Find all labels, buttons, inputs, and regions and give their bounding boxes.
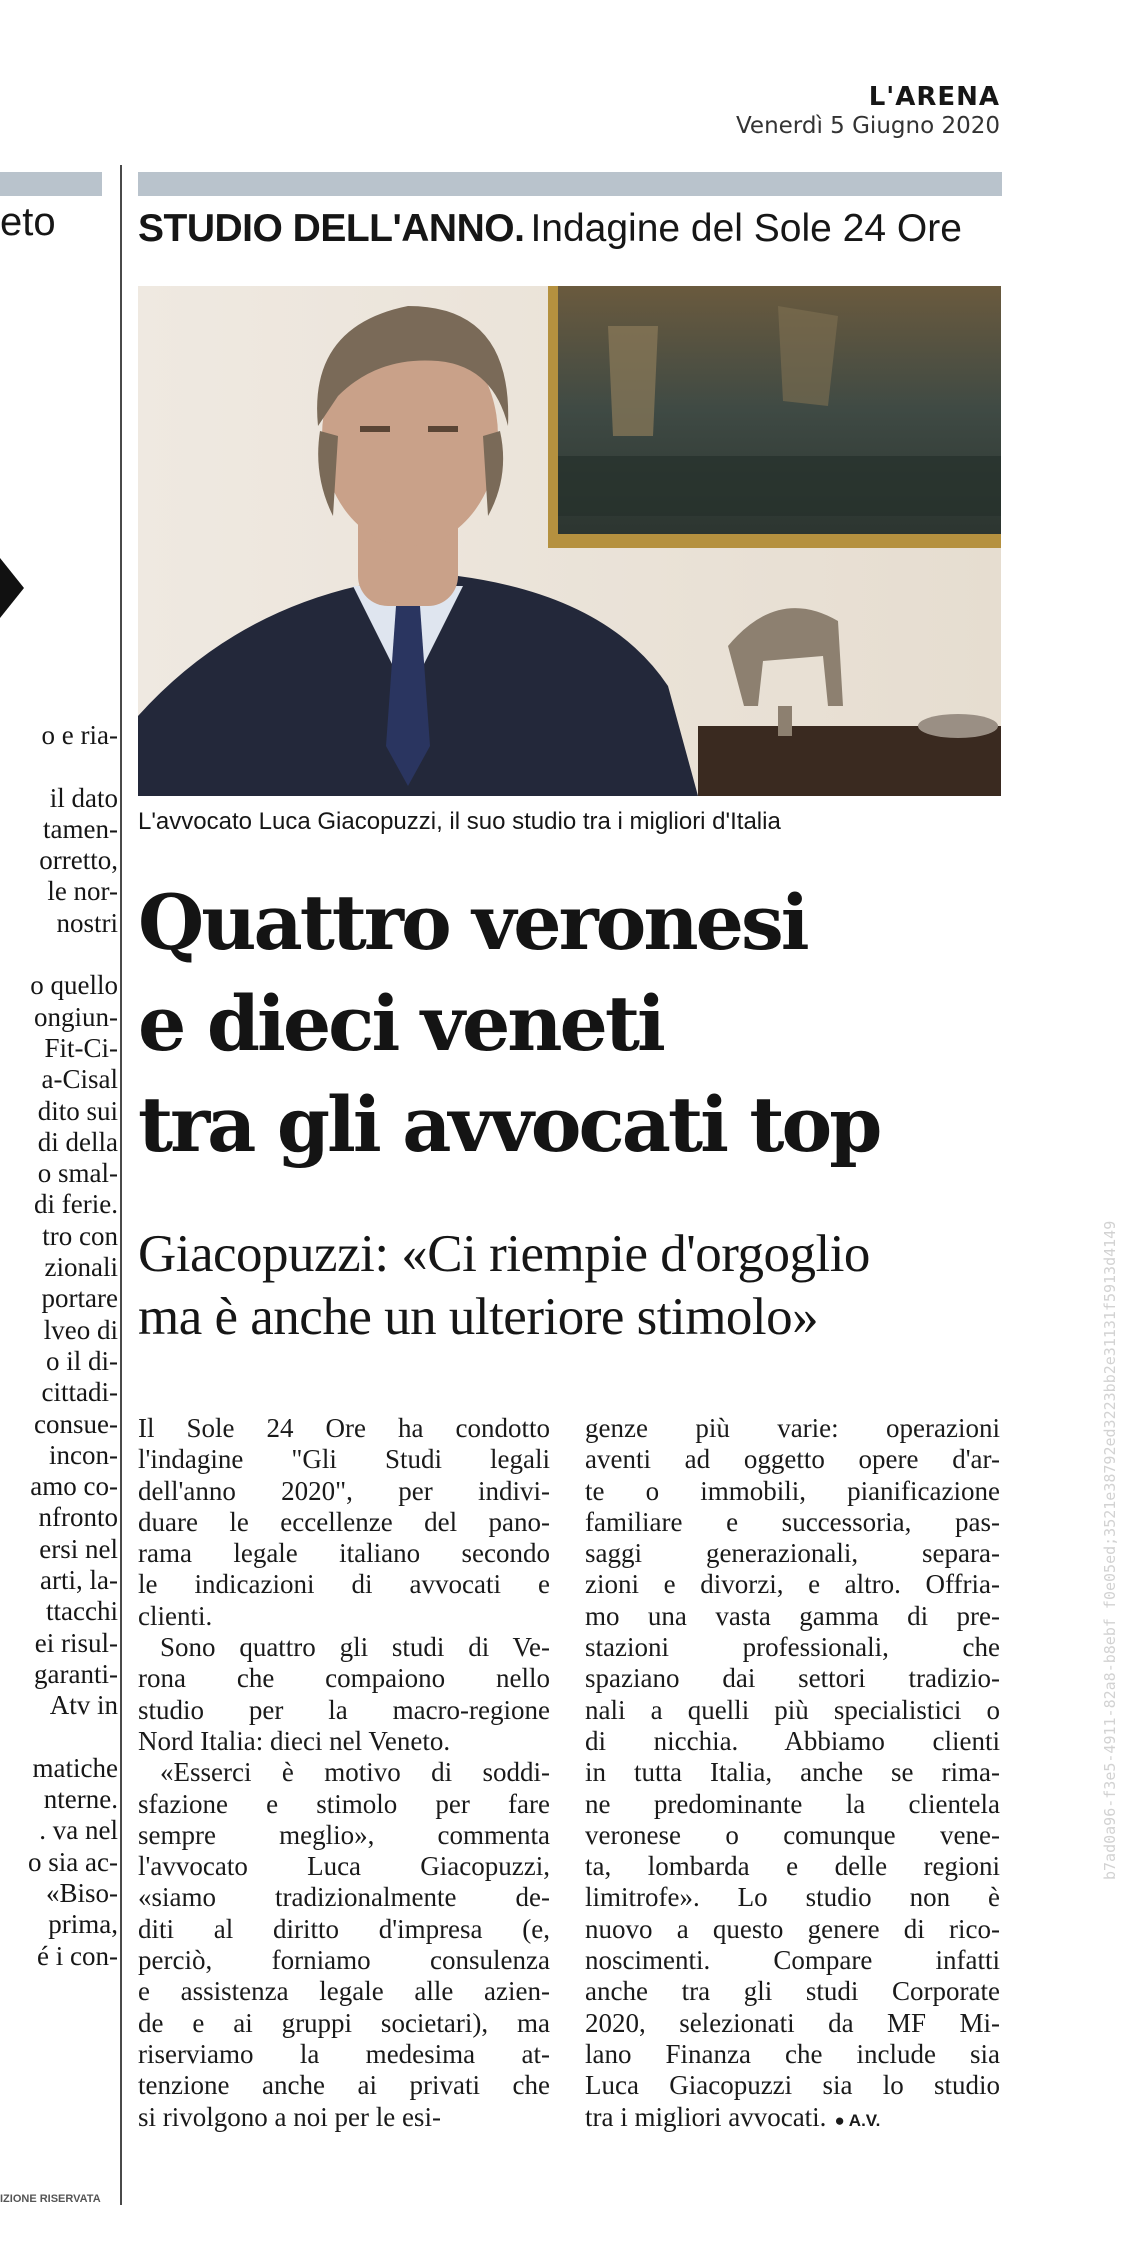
text-line: a-Cisal [41,1064,118,1095]
text-line: «Biso- [45,1877,118,1908]
text-line: ersi nel [39,1533,118,1564]
text-line: cittadi- [41,1377,118,1408]
issue-date: Venerdì 5 Giugno 2020 [735,113,1000,139]
text-line: le nor- [47,876,118,907]
text-line: portare [41,1283,118,1314]
text-line: le indicazioni di avvocati e [138,1569,550,1600]
arrow-right-icon [0,558,26,618]
text-line: Nord Italia: dieci nel Veneto. [138,1725,451,1756]
text-line [0,939,118,970]
text-line: nuovo a questo genere di rico- [585,1913,1000,1944]
left-headline-fragment: eto [0,200,56,244]
text-line: Sono quattro gli studi di Ve- [160,1632,550,1663]
kicker-label: STUDIO DELL'ANNO. [138,207,525,250]
text-line: matiche [32,1752,118,1783]
text-line: o sia ac- [28,1846,118,1877]
left-article-column [0,720,118,2180]
text-line: consue- [34,1408,118,1439]
kicker-text: Indagine del Sole 24 Ore [530,207,962,250]
text-line: nterne. [43,1784,118,1815]
text-line: diti al diritto d'impresa (e, [138,1913,550,1944]
text-line: prima, [48,1909,118,1940]
text-line: il dato [49,782,118,813]
text-line: duare le eccellenze del pano- [138,1506,550,1537]
text-line: in tutta Italia, anche se rima- [585,1757,1000,1788]
text-line: sempre meglio», commenta [138,1819,550,1850]
column-divider [120,165,122,2205]
headline-line: e dieci veneti [138,979,663,1068]
text-line: garanti- [34,1658,118,1689]
text-line: «siamo tradizionalmente de- [138,1882,550,1913]
text-line: sfazione e stimolo per fare [138,1788,550,1819]
text-line: de e ai gruppi societari), ma [138,2007,550,2038]
text-line: rama legale italiano secondo [138,1538,550,1569]
text-line: saggi generazionali, separa- [585,1538,1000,1569]
text-line: clienti. [138,1600,213,1631]
text-line: ttacchi [46,1596,118,1627]
text-line: Fit-Ci- [44,1032,118,1063]
text-line: perciò, forniamo consulenza [138,1945,550,1976]
text-line: amo co- [30,1471,118,1502]
text-line: é i con- [37,1940,118,1971]
text-line: te o immobili, pianificazione [585,1475,1000,1506]
copyright-note: IZIONE RISERVATA [0,2193,101,2205]
text-line: riserviamo la medesima at- [138,2038,550,2069]
text-line: o smal- [37,1158,118,1189]
text-line: spaziano dai settori tradizio- [585,1663,1000,1694]
text-line: limitrofe». Lo studio non è [585,1882,1000,1913]
text-line: aventi ad oggetto opere d'ar- [585,1444,1000,1475]
text-line: dito sui [37,1095,118,1126]
text-line: di ferie. [34,1189,118,1220]
text-line: studio per la macro-regione [138,1694,550,1725]
text-line: ta, lombarda e delle regioni [585,1851,1000,1882]
newspaper-name: L'ARENA [868,82,1000,112]
article-column-1 [138,1413,550,2133]
text-line: si rivolgono a noi per le esi- [138,2101,441,2132]
text-line: o quello [30,970,118,1001]
text-line: stazioni professionali, che [585,1632,1000,1663]
text-line: familiare e successoria, pas- [585,1506,1000,1537]
text-line: Luca Giacopuzzi sia lo studio [585,2070,1000,2101]
text-line: incon- [49,1439,118,1470]
text-line: Il Sole 24 Ore ha condotto [138,1413,550,1443]
article-column-2 [585,1413,1000,2136]
headline-line: Quattro veronesi [138,878,807,967]
text-line: tamen- [43,813,118,844]
lawyer-photo [138,286,1001,796]
text-line: anche tra gli studi Corporate [585,1976,1000,2007]
text-line: zioni e divorzi, e altro. Offria- [585,1569,1000,1600]
text-line: di nicchia. Abbiamo clienti [585,1725,1000,1756]
text-line: veronese o comunque vene- [585,1819,1000,1850]
article-headline [138,872,1008,1175]
subheadline-line: ma è anche un ulteriore stimolo» [138,1288,819,1346]
text-line: . va nel [39,1815,118,1846]
text-line: o il di- [46,1345,118,1376]
text-line: mo una vasta gamma di pre- [585,1600,1000,1631]
text-line: di della [37,1126,118,1157]
subheadline-line: Giacopuzzi: «Ci riempie d'orgoglio [138,1225,870,1283]
section-bar [138,172,1002,196]
author-signature: ● A.V. [834,2110,881,2130]
text-line: orretto, [39,845,118,876]
text-line: genze più varie: operazioni [585,1413,1000,1443]
text-line [0,1722,118,1753]
text-line: dell'anno 2020", per indivi- [138,1475,550,1506]
text-line: rona che compaiono nello [138,1663,550,1694]
text-line: 2020, selezionati da MF Mi- [585,2007,1000,2038]
text-line: nali a quelli più specialistici o [585,1694,1000,1725]
left-section-bar [0,172,102,196]
text-line: Atv in [49,1690,118,1721]
text-line: arti, la- [40,1565,118,1596]
text-line: nostri [56,907,118,938]
headline-line: tra gli avvocati top [138,1080,880,1169]
document-watermark: b7ad0a96-f3e5-4911-82a8-b8ebf f0e05ed;3521e38792ed3223bb2e31131f5913d4149 [1101,1220,1119,1880]
text-line: tenzione anche ai privati che [138,2070,550,2101]
text-line: tro con [42,1220,118,1251]
text-line: l'avvocato Luca Giacopuzzi, [138,1851,550,1882]
text-line: e assistenza legale alle azien- [138,1976,550,2007]
text-line: tra i migliori avvocati. [585,2101,827,2132]
text-line: lveo di [43,1314,118,1345]
text-line [0,751,118,782]
photo-caption: L'avvocato Luca Giacopuzzi, il suo studio tra i migliori d'Italia [138,808,781,835]
text-line: «Esserci è motivo di soddi- [160,1757,550,1788]
text-line: nfronto [38,1502,118,1533]
text-line: o e ria- [41,720,118,750]
section-kicker [138,207,1008,251]
text-line: ongiun- [34,1001,118,1032]
text-line: l'indagine "Gli Studi legali [138,1444,550,1475]
text-line: noscimenti. Compare infatti [585,1945,1000,1976]
text-line: zionali [44,1252,118,1283]
text-line: lano Finanza che include sia [585,2038,1000,2069]
text-line: ne predominante la clientela [585,1788,1000,1819]
article-subheadline [138,1223,1018,1349]
text-line: ei risul- [34,1627,118,1658]
